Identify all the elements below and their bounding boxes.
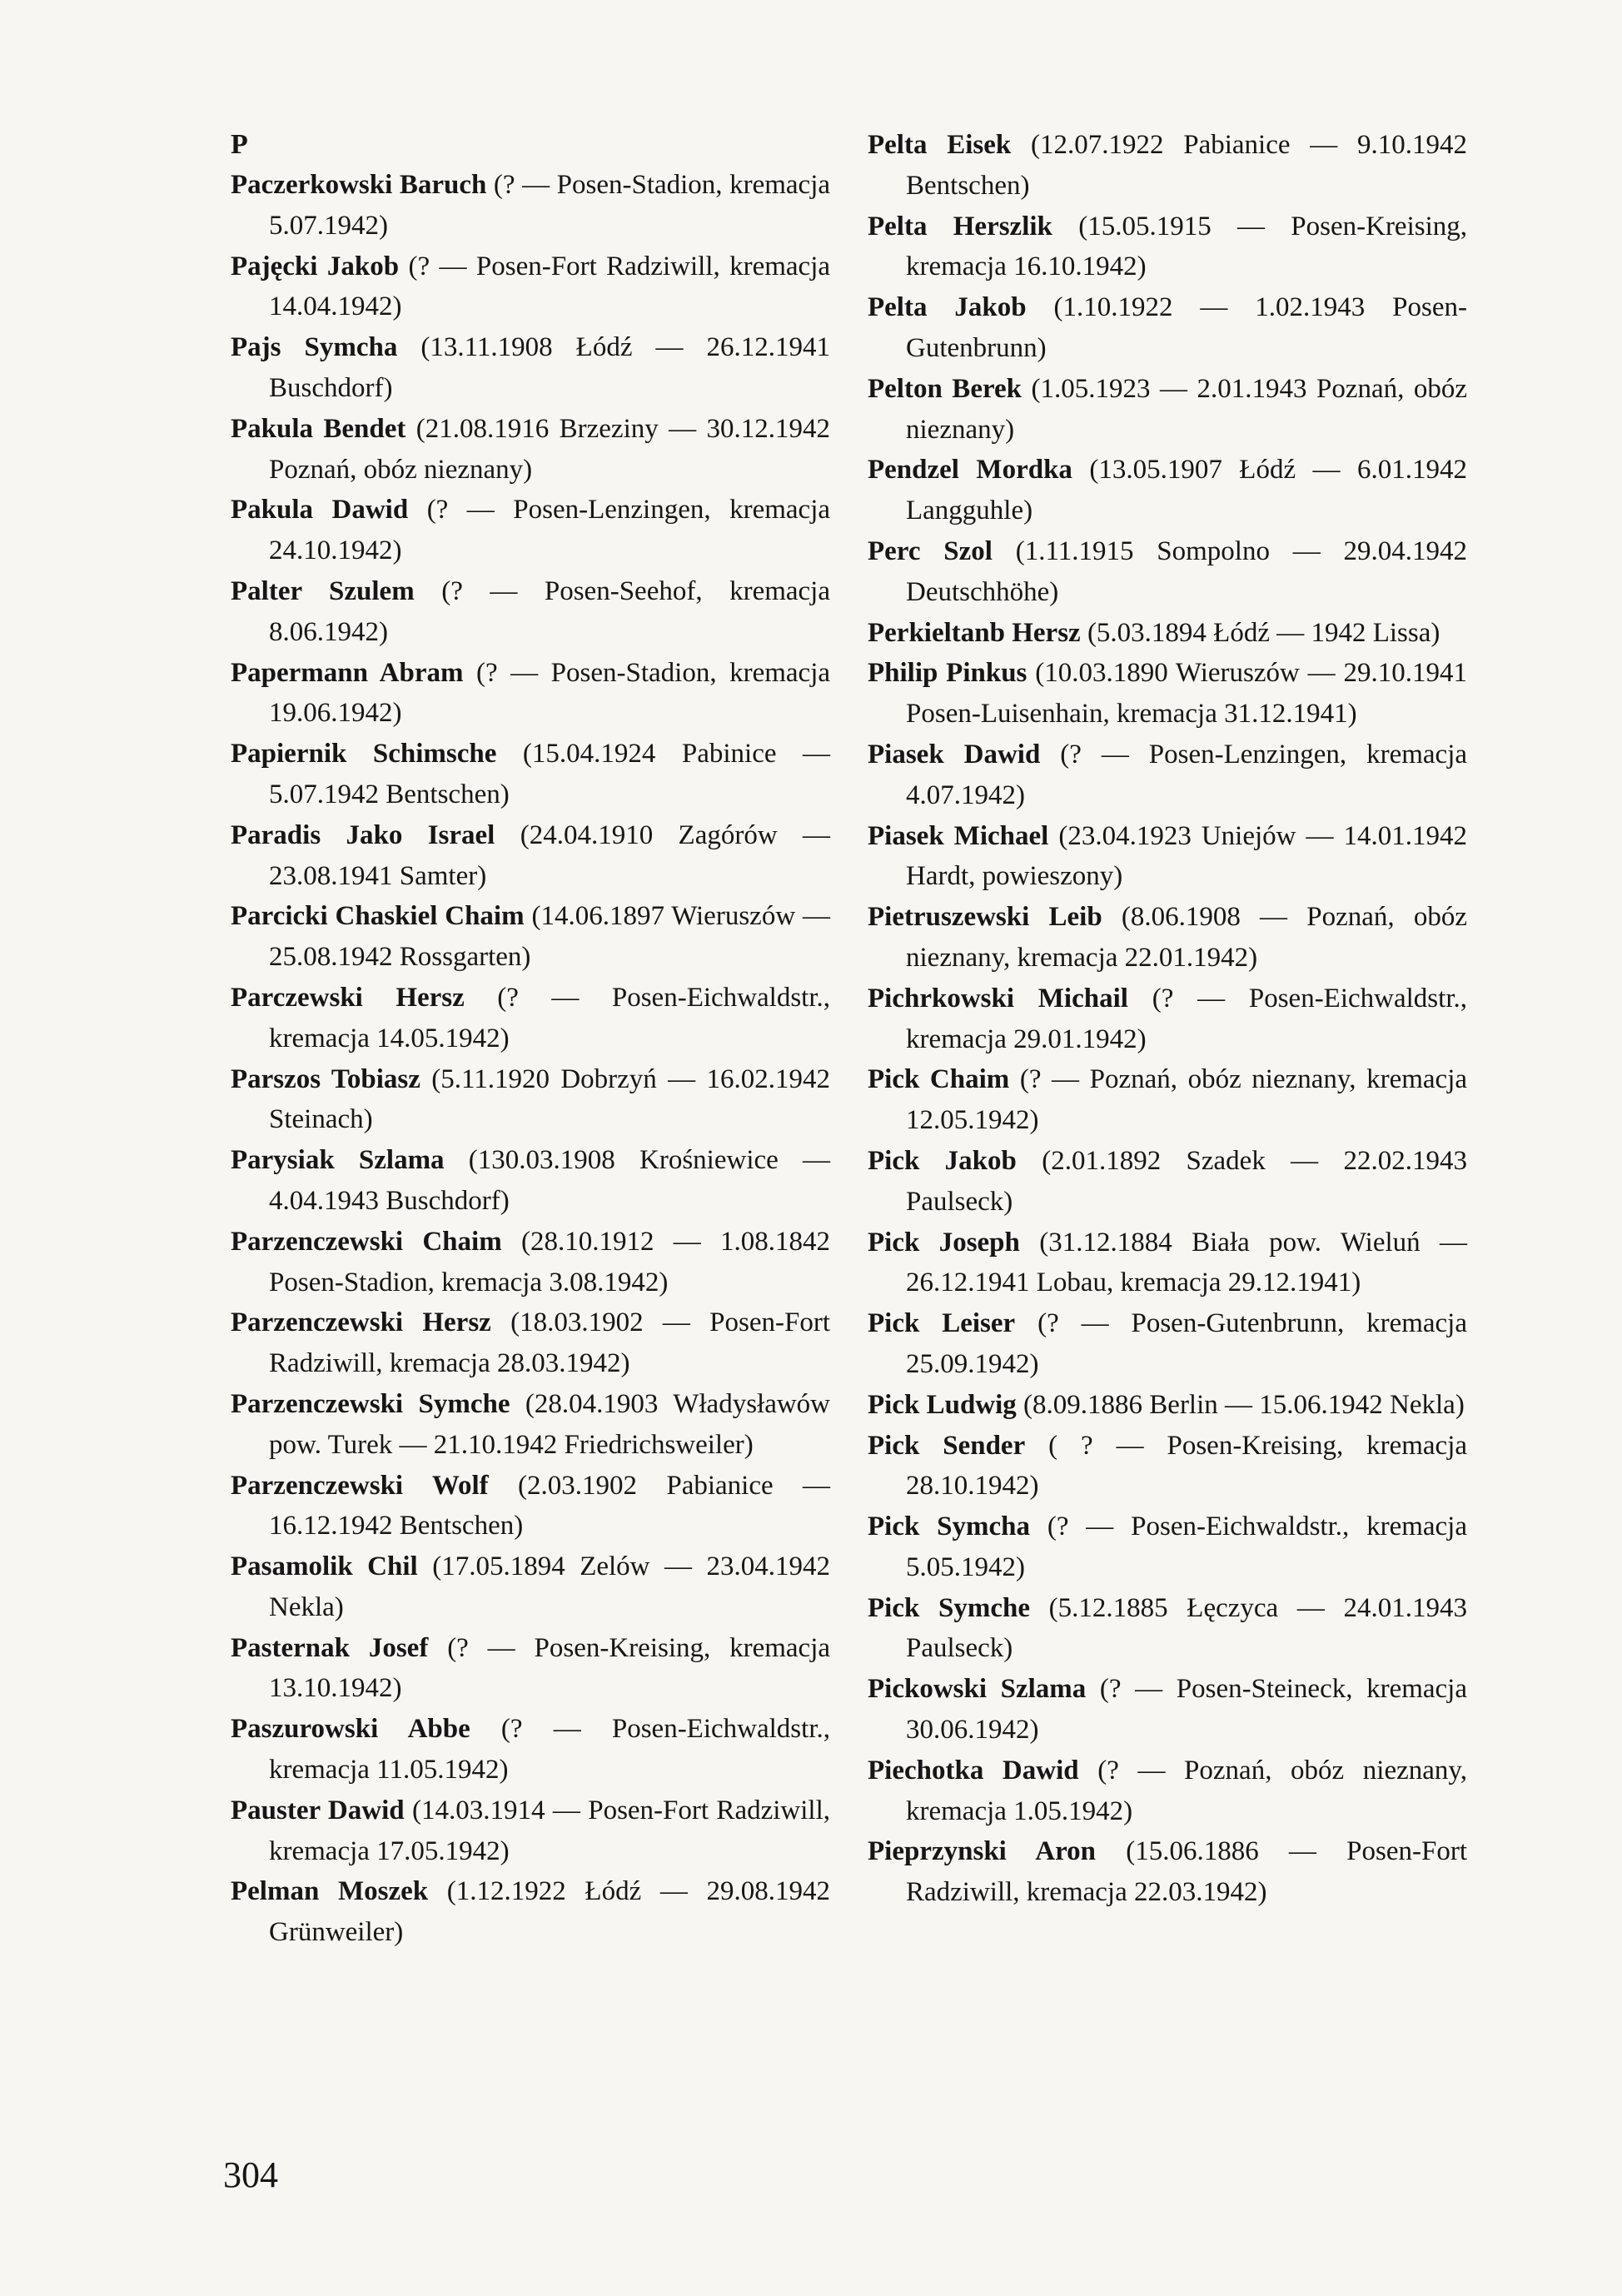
entry-details: (? — Posen-Stadion, kremacja 19.06.1942) (269, 657, 831, 729)
entry-details: (1.12.1922 Łódź — 29.08.1942 Grünweiler) (269, 1876, 831, 1948)
entry (231, 409, 830, 491)
right-entry-list (868, 125, 1467, 1913)
entry-name: Palter Szulem (231, 575, 415, 606)
entry (231, 734, 830, 815)
entry-name: Paczerkowski Baruch (231, 170, 487, 200)
entry-name: Pakula Dawid (231, 495, 409, 525)
entry-details: (28.04.1903 Władysławów pow. Turek — 21.10.1942 Friedrichsweiler) (269, 1388, 831, 1460)
entry-name: Pick Joseph (868, 1227, 1020, 1258)
entry-name: Parysiak Szlama (231, 1145, 445, 1176)
entry-details: (5.03.1894 Łódź — 1942 Lissa) (1087, 617, 1440, 648)
entry-details: (13.11.1908 Łódź — 26.12.1941 Buschdorf) (269, 332, 830, 403)
entry-name: Pelton Berek (868, 373, 1022, 404)
entry (868, 816, 1467, 898)
entry-details: (? — Posen-Seehof, kremacja 8.06.1942) (269, 575, 830, 647)
entry (231, 247, 830, 328)
entry-details: (24.04.1910 Zagórów — 23.08.1941 Samter) (269, 819, 830, 891)
entry-details: (14.03.1914 — Posen-Fort Radziwill, kremacja 17.05.1942) (269, 1795, 830, 1866)
entry (868, 1669, 1467, 1751)
entry-name: Pietruszewski Leib (868, 902, 1102, 933)
entry-name: Pasamolik Chil (231, 1551, 418, 1582)
entry (868, 450, 1467, 531)
entry-details: (? — Posen-Steineck, kremacja 30.06.1942) (906, 1674, 1467, 1746)
entry-name: Papiernik Schimsche (231, 739, 497, 769)
entry (868, 735, 1467, 816)
entry-name: Pick Symcha (868, 1512, 1030, 1542)
entry (868, 287, 1467, 369)
entry (868, 1303, 1467, 1385)
entry-details: (8.06.1908 — Poznań, obóz nieznany, kremacja 22.01.1942) (906, 902, 1467, 973)
entry-details: (28.10.1912 — 1.08.1842 Posen-Stadion, kremacja 3.08.1942) (269, 1226, 830, 1297)
entry (231, 1628, 830, 1710)
entry-name: Pajęcki Jakob (231, 251, 400, 281)
entry (231, 896, 830, 978)
entry (868, 979, 1467, 1060)
entry (868, 1507, 1467, 1588)
entry-name: Pick Jakob (868, 1145, 1017, 1176)
entry-details: (5.11.1920 Dobrzyń — 16.02.1942 Steinach) (269, 1063, 830, 1135)
entry-name: Piasek Dawid (868, 739, 1041, 769)
entry (231, 653, 830, 735)
entry-name: Parzenczewski Wolf (231, 1470, 489, 1501)
entry (231, 165, 830, 247)
entry (868, 125, 1467, 207)
entry (231, 1384, 830, 1466)
entry-name: Perkieltanb Hersz (868, 617, 1081, 648)
entry-details: (1.11.1915 Sompolno — 29.04.1942 Deutschhöhe) (906, 535, 1468, 607)
entry-name: Pakula Bendet (231, 413, 406, 444)
entry (231, 490, 830, 571)
entry-details: (? — Posen-Lenzingen, kremacja 24.10.1942) (269, 495, 831, 566)
entry-name: Pichrkowski Michail (868, 983, 1128, 1014)
entry (868, 1141, 1467, 1223)
entry (868, 207, 1467, 288)
entry-name: Parzenczewski Hersz (231, 1307, 491, 1338)
entry-details: (? — Posen-Eichwaldstr., kremacja 11.05.1942) (269, 1714, 830, 1786)
entry (231, 1709, 830, 1790)
entry-details: (130.03.1908 Krośniewice — 4.04.1943 Buschdorf) (269, 1145, 831, 1216)
entry (231, 1466, 830, 1547)
entry-details: (1.10.1922 — 1.02.1943 Posen-Gutenbrunn) (906, 292, 1468, 363)
entry-details: (? — Poznań, obóz nieznany, kremacja 1.05.1942) (906, 1755, 1468, 1826)
entry-details: (? — Posen-Eichwaldstr., kremacja 29.01.1942) (906, 983, 1467, 1054)
entry-details: (18.03.1902 — Posen-Fort Radziwill, kremacja 28.03.1942) (269, 1307, 830, 1379)
entry-details: (17.05.1894 Zelów — 23.04.1942 Nekla) (269, 1551, 830, 1622)
entry-details: (14.06.1897 Wieruszów — 25.08.1942 Rossgarten) (269, 901, 830, 973)
entry-details: (? — Posen-Lenzingen, kremacja 4.07.1942) (906, 739, 1468, 810)
entry-name: Papermann Abram (231, 657, 464, 688)
entry-name: Pieprzynski Aron (868, 1836, 1096, 1867)
entry-name: Pajs Symcha (231, 332, 398, 363)
entry (231, 1790, 830, 1872)
entry-name: Parzenczewski Chaim (231, 1226, 502, 1257)
entry-details: (31.12.1884 Biała pow. Wieluń — 26.12.1941 Lobau, kremacja 29.12.1941) (906, 1227, 1467, 1298)
entry-details: (? — Posen-Fort Radziwill, kremacja 14.04.1942) (269, 251, 831, 322)
entry (868, 653, 1467, 735)
entry-details: (10.03.1890 Wieruszów — 29.10.1941 Posen-Luisenhain, kremacja 31.12.1941) (906, 658, 1467, 730)
entry (231, 1059, 830, 1141)
entry (868, 897, 1467, 979)
entry-name: Pick Symche (868, 1592, 1030, 1623)
entry (231, 1140, 830, 1222)
entry (231, 1302, 830, 1384)
entry-name: Pick Sender (868, 1430, 1026, 1461)
entry-name: Pick Leiser (868, 1308, 1016, 1339)
page-number: 304 (223, 2154, 278, 2195)
entry-details: (1.05.1923 — 2.01.1943 Poznań, obóz nieznany) (906, 373, 1467, 445)
entry-details: (15.06.1886 — Posen-Fort Radziwill, kremacja 22.03.1942) (906, 1836, 1467, 1908)
entry-name: Piasek Michael (868, 820, 1049, 851)
right-column (868, 125, 1467, 1913)
entry-details: (23.04.1923 Uniejów — 14.01.1942 Hardt, powieszony) (906, 820, 1467, 892)
entry-name: Pick Ludwig (868, 1389, 1017, 1420)
entry-name: Parczewski Hersz (231, 982, 465, 1013)
entry-name: Parszos Tobiasz (231, 1063, 420, 1094)
left-entry-list (231, 165, 830, 1953)
entry-name: Perc Szol (868, 535, 993, 566)
entry-details: (2.03.1902 Pabianice — 16.12.1942 Bentschen) (269, 1470, 830, 1541)
entry-details: (12.07.1922 Pabianice — 9.10.1942 Bentschen) (906, 130, 1467, 201)
entry (231, 815, 830, 897)
entry (868, 1588, 1467, 1670)
entry-name: Pelta Herszlik (868, 211, 1052, 242)
entry-name: Pelta Jakob (868, 292, 1027, 323)
entry-name: Pickowski Szlama (868, 1674, 1087, 1705)
entry (868, 1385, 1467, 1426)
entry-details: (8.09.1886 Berlin — 15.06.1942 Nekla) (1023, 1389, 1465, 1420)
entry-details: (13.05.1907 Łódź — 6.01.1942 Langguhle) (906, 455, 1468, 526)
entry-name: Philip Pinkus (868, 658, 1027, 689)
entry (868, 1426, 1467, 1507)
entry-name: Pelta Eisek (868, 130, 1012, 160)
entry (231, 1222, 830, 1303)
entry (868, 1831, 1467, 1913)
entry-details: (? — Posen-Kreising, kremacja 13.10.1942) (269, 1632, 831, 1704)
entry-details: ( ? — Posen-Kreising, kremacja 28.10.1942) (906, 1430, 1468, 1502)
entry-name: Paradis Jako Israel (231, 819, 495, 850)
entry (231, 978, 830, 1059)
entry (868, 613, 1467, 654)
entry-name: Paszurowski Abbe (231, 1714, 470, 1745)
entry (231, 1546, 830, 1628)
entry (868, 1223, 1467, 1304)
entry-details: (2.01.1892 Szadek — 22.02.1943 Paulseck) (906, 1145, 1467, 1217)
entry (868, 531, 1467, 613)
entry (868, 1751, 1467, 1832)
entry-details: (21.08.1916 Brzeziny — 30.12.1942 Poznań, obóz nieznany) (269, 413, 830, 485)
section-letter: P (231, 129, 248, 160)
entry-details: (? — Posen-Gutenbrunn, kremacja 25.09.1942) (906, 1308, 1467, 1379)
entry-details: (15.05.1915 — Posen-Kreising, kremacja 16.10.1942) (906, 211, 1468, 282)
entry-name: Pelman Moszek (231, 1876, 429, 1907)
entry-name: Pasternak Josef (231, 1632, 429, 1663)
entry (231, 571, 830, 653)
entry-details: (? — Poznań, obóz nieznany, kremacja 12.05.1942) (906, 1064, 1468, 1136)
entry (231, 1871, 830, 1953)
entry-name: Parcicki Chaskiel Chaim (231, 901, 525, 932)
entry (231, 327, 830, 409)
entry-details: (? — Posen-Stadion, kremacja 5.07.1942) (269, 170, 831, 241)
entry-details: (? — Posen-Eichwaldstr., kremacja 14.05.1942) (269, 982, 830, 1053)
entry-details: (5.12.1885 Łęczyca — 24.01.1943 Paulseck) (906, 1592, 1467, 1664)
entry-name: Pauster Dawid (231, 1795, 405, 1825)
entry (868, 1059, 1467, 1141)
entry-name: Pick Chaim (868, 1064, 1010, 1095)
entry-name: Piechotka Dawid (868, 1755, 1079, 1786)
entry-name: Parzenczewski Symche (231, 1388, 510, 1419)
entry-details: (15.04.1924 Pabinice — 5.07.1942 Bentschen) (269, 739, 831, 809)
entry-details: (? — Posen-Eichwaldstr., kremacja 5.05.1942) (906, 1512, 1467, 1582)
left-column (231, 125, 830, 1953)
entry (868, 369, 1467, 451)
entry-name: Pendzel Mordka (868, 455, 1072, 486)
